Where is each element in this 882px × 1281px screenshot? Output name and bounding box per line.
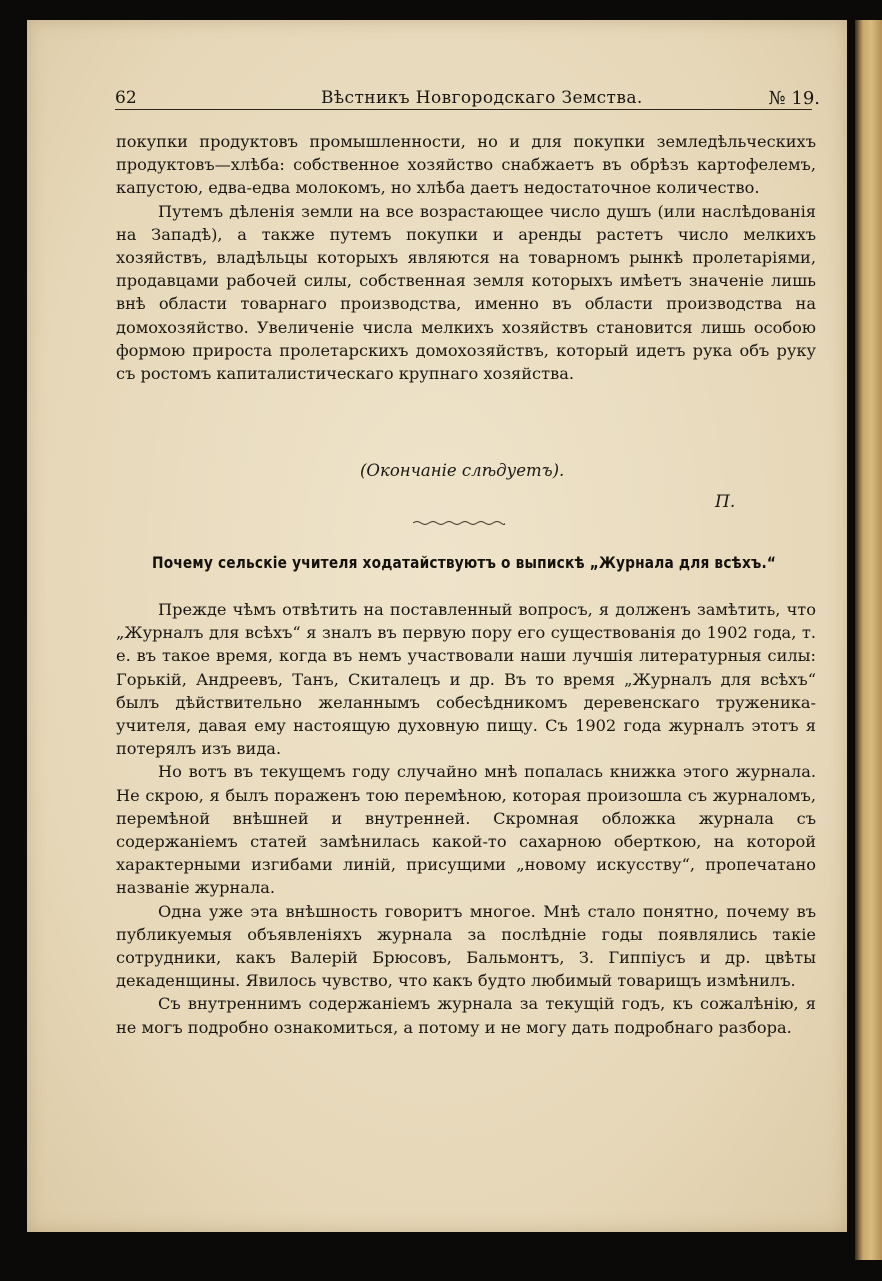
paragraph: Путемъ дѣленія земли на все возрастающее число душъ (или наслѣдованія на Западѣ), а также путемъ покупки и аренды растетъ число мелкихъ хозяйствъ, владѣльцы которыхъ являются на товарномъ рынкѣ пролетаріями, продавцами рабочей силы, собственная земля которыхъ имѣетъ значеніе лишь внѣ области товарнаго производства, именно въ области производства на домохозяйство. Увеличеніе числа мелкихъ хозяйствъ становится лишь особою формою прироста пролетарскихъ домохозяйствъ, который идетъ рука объ руку съ ростомъ капиталистическаго крупнаго хозяйства. (116, 201, 816, 384)
paragraph: Прежде чѣмъ отвѣтить на поставленный вопросъ, я долженъ замѣтить, что „Журналъ для всѣхъ“ я зналъ въ первую пору его существованія до 1902 года, т. е. въ такое время, когда въ немъ участвовали наши лучшія литературныя силы: Горькій, Андреевъ, Танъ, Скиталецъ и др. Въ то время „Журналъ для всѣхъ“ былъ дѣйствительно желаннымъ собесѣдникомъ деревенскаго труженика-учителя, давая ему настоящую духовную пищу. Съ 1902 года журналъ этотъ я потерялъ изъ вида. (116, 600, 816, 759)
article-title: Почему сельскіе учителя ходатайствуютъ о выпискѣ „Журнала для всѣхъ.“ (152, 553, 777, 572)
paragraph: Одна уже эта внѣшность говоритъ многое. Мнѣ стало понятно, почему въ публикуемыя объявленіяхъ журнала за послѣдніе годы появлялись такіе сотрудники, какъ Валерій Брюсовъ, Бальмонтъ, З. Гиппіусъ и др. цвѣты декаденщины. Явилось чувство, что какъ будто любимый товарищъ измѣнилъ. (116, 901, 816, 991)
page-number: 62 (115, 88, 137, 108)
header-rule (115, 109, 812, 110)
running-header (115, 84, 820, 112)
to-be-continued: (Окончаніе слѣдуетъ). (360, 461, 565, 480)
paragraph: покупки продуктовъ промышленности, но и для покупки земледѣльческихъ продуктовъ—хлѣба: собственное хозяйство снабжаетъ въ обрѣзъ картофелемъ, капустою, едва-едва молокомъ, но хлѣба даетъ недостаточное количество. (116, 132, 816, 198)
paragraph: Но вотъ въ текущемъ году случайно мнѣ попалась книжка этого журнала. Не скрою, я былъ пораженъ тою перемѣною, которая произошла съ журналомъ, перемѣной внѣшней и внутренней. Скромная обложка журнала съ содержаніемъ статей замѣнилась какой-то сахарною оберткою, на которой характерными изгибами линій, присущими „новому искусству“, пропечатано названіе журнала. (116, 762, 816, 898)
article-body (116, 598, 816, 1039)
adjacent-page-edge (855, 20, 882, 1260)
paragraph: Съ внутреннимъ содержаніемъ журнала за текущій годъ, къ сожалѣнію, я не могъ подробно ознакомиться, а потому и не могу дать подробнаго разбора. (116, 994, 816, 1037)
issue-number: № 19. (768, 88, 820, 109)
section-divider (413, 520, 505, 526)
author-signature: П. (715, 492, 736, 512)
journal-title: Вѣстникъ Новгородскаго Земства. (321, 88, 643, 108)
article-continuation (116, 130, 816, 385)
